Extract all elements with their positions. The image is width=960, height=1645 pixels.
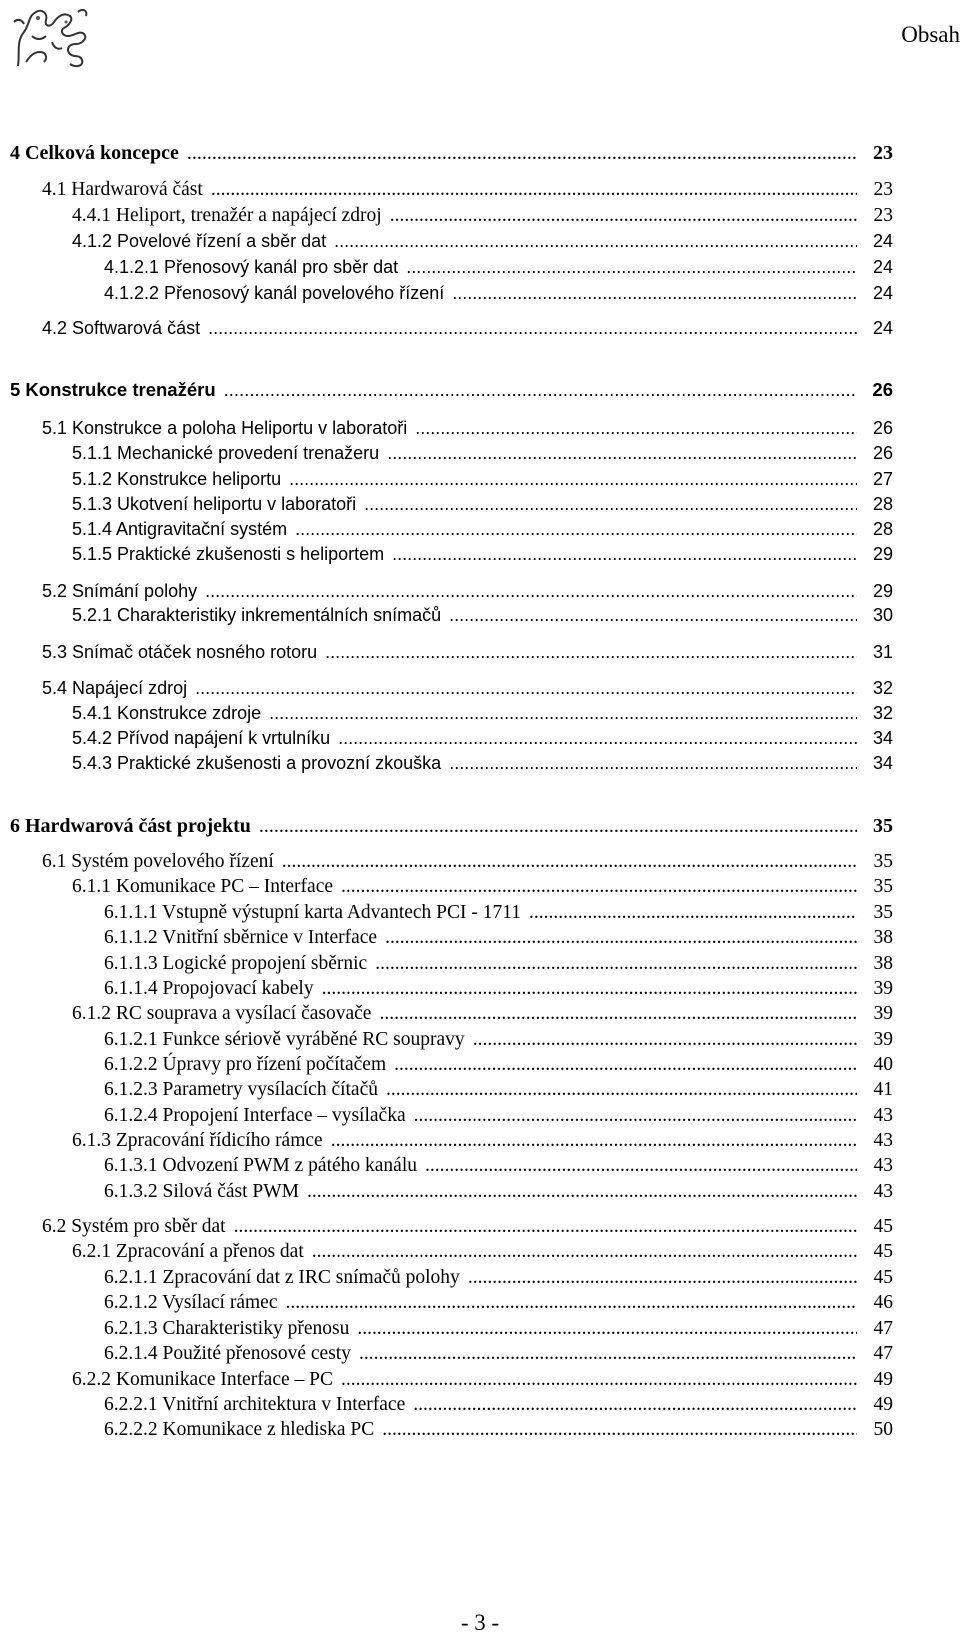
toc-entry[interactable] <box>42 1215 893 1239</box>
toc-leader-dots <box>224 378 857 402</box>
toc-entry-title: 6.2.2.2 Komunikace z hlediska PC <box>104 1419 375 1440</box>
toc-entry-title: 4.4.1 Heliport, trenažér a napájecí zdroj <box>72 205 382 226</box>
toc-entry-page: 35 <box>873 876 893 897</box>
toc-entry[interactable] <box>42 579 893 603</box>
toc-entry[interactable] <box>104 1317 893 1341</box>
toc-entry-page: 23 <box>873 142 893 164</box>
toc-entry-title: 6.2.1 Zpracování a přenos dat <box>72 1241 304 1262</box>
toc-leader-dots <box>394 1053 857 1077</box>
toc-entry-page: 35 <box>873 851 893 872</box>
toc-entry-page: 28 <box>872 519 893 539</box>
logo <box>8 2 94 74</box>
toc-entry-page: 32 <box>872 678 893 698</box>
toc-entry[interactable] <box>104 1393 893 1417</box>
toc-entry[interactable] <box>72 1129 893 1153</box>
toc-leader-dots <box>208 316 857 340</box>
toc-entry[interactable] <box>10 814 893 838</box>
toc-entry-page: 24 <box>872 283 893 303</box>
toc-leader-dots <box>379 1002 857 1026</box>
toc-entry[interactable] <box>72 1002 893 1026</box>
toc-entry-page: 38 <box>873 927 893 948</box>
toc-leader-dots <box>289 467 857 491</box>
toc-entry-title: 4.2 Softwarová část <box>42 318 201 338</box>
toc-entry-title: 6.1.3 Zpracování řídicího rámce <box>72 1130 323 1151</box>
toc-entry-title: 5.1.1 Mechanické provedení trenažeru <box>72 443 380 463</box>
toc-entry-page: 39 <box>873 1003 893 1024</box>
toc-entry-title: 6.1.2 RC souprava a vysílací časovače <box>72 1003 372 1024</box>
toc-leader-dots <box>282 850 857 874</box>
toc-entry-page: 40 <box>873 1054 893 1075</box>
toc-entry-title: 6.1.2.3 Parametry vysílacích čítačů <box>104 1079 378 1100</box>
page-number: - 3 - <box>460 1610 500 1635</box>
toc-entry-title: 5.2 Snímání polohy <box>42 581 198 601</box>
toc-entry-page: 47 <box>873 1318 893 1339</box>
toc-entry-title: 4.1.2.1 Přenosový kanál pro sběr dat <box>104 257 399 277</box>
toc-entry-page: 45 <box>873 1267 893 1288</box>
toc-leader-dots <box>211 178 857 202</box>
toc-entry[interactable] <box>104 901 893 925</box>
toc-leader-dots <box>269 701 857 725</box>
toc-leader-dots <box>322 977 857 1001</box>
toc-entry-title: 4.1.2.2 Přenosový kanál povelového řízení <box>104 283 445 303</box>
toc-entry-title: 6.1.2.2 Úpravy pro řízení počítačem <box>104 1054 387 1075</box>
toc-entry-page: 26 <box>872 443 893 463</box>
toc-leader-dots <box>325 640 857 664</box>
heraldic-lion-logo-icon <box>8 2 94 74</box>
toc-entry-page: 46 <box>873 1292 893 1313</box>
toc-entry[interactable] <box>42 640 893 664</box>
toc-leader-dots <box>205 579 857 603</box>
toc-entry[interactable] <box>72 204 893 228</box>
toc-leader-dots <box>234 1215 857 1239</box>
toc-entry-page: 29 <box>872 544 893 564</box>
toc-entry-page: 30 <box>872 605 893 625</box>
toc-entry[interactable] <box>72 701 893 725</box>
toc-leader-dots <box>195 676 857 700</box>
toc-entry[interactable] <box>42 676 893 700</box>
toc-entry-title: 6 Hardwarová část projektu <box>10 815 251 837</box>
toc-entry-title: 6.2.2.1 Vnitřní architektura v Interface <box>104 1394 406 1415</box>
toc-entry-page: 43 <box>873 1105 893 1126</box>
toc-entry-title: 4 Celková koncepce <box>10 142 179 164</box>
toc-entry-page: 39 <box>873 978 893 999</box>
toc-entry[interactable] <box>104 926 893 950</box>
toc-entry-page: 43 <box>873 1130 893 1151</box>
toc-entry-title: 5.4.3 Praktické zkušenosti a provozní zkouška <box>72 753 442 773</box>
toc-entry-page: 47 <box>873 1343 893 1364</box>
toc-entry-page: 38 <box>873 953 893 974</box>
toc-entry-title: 6.1.3.2 Silová část PWM <box>104 1181 299 1202</box>
toc-leader-dots <box>386 1078 857 1102</box>
toc-leader-dots <box>390 204 857 228</box>
toc-leader-dots <box>425 1154 857 1178</box>
toc-entry-page: 43 <box>873 1155 893 1176</box>
toc-entry-page: 49 <box>873 1369 893 1390</box>
toc-entry-title: 6.1.1.2 Vnitřní sběrnice v Interface <box>104 927 378 948</box>
toc-entry[interactable] <box>72 603 893 627</box>
toc-entry[interactable] <box>104 1418 893 1442</box>
toc-entry[interactable] <box>104 1104 893 1128</box>
toc-entry-title: 4.1 Hardwarová část <box>42 179 203 200</box>
toc-entry-page: 24 <box>872 231 893 251</box>
toc-entry-page: 32 <box>872 703 893 723</box>
toc-entry-title: 5.2.1 Charakteristiky inkrementálních snímačů <box>72 605 442 625</box>
toc-entry-title: 5.1.3 Ukotvení heliportu v laboratoři <box>72 494 357 514</box>
toc-leader-dots <box>385 926 857 950</box>
toc-entry[interactable] <box>72 467 893 491</box>
toc-leader-dots <box>307 1180 857 1204</box>
toc-entry[interactable] <box>104 1078 893 1102</box>
toc-entry[interactable] <box>42 316 893 340</box>
toc-leader-dots <box>449 603 857 627</box>
toc-entry[interactable] <box>104 1053 893 1077</box>
toc-entry[interactable] <box>72 492 893 516</box>
toc-entry-page: 50 <box>873 1419 893 1440</box>
toc-leader-dots <box>406 255 857 279</box>
toc-entry-page: 39 <box>873 1029 893 1050</box>
toc-entry-title: 6.1.2.4 Propojení Interface – vysílačka <box>104 1105 406 1126</box>
toc-leader-dots <box>415 416 857 440</box>
toc-entry-title: 5.1 Konstrukce a poloha Heliportu v laboratoři <box>42 418 408 438</box>
toc-entry[interactable] <box>72 441 893 465</box>
toc-leader-dots <box>338 726 857 750</box>
toc-entry-title: 6.1.2.1 Funkce sériově vyráběné RC soupravy <box>104 1029 465 1050</box>
toc-entry-page: 45 <box>873 1241 893 1262</box>
toc-leader-dots <box>331 1129 857 1153</box>
toc-entry-title: 6.1.1.1 Vstupně výstupní karta Advantech PCI - 1711 <box>104 902 522 923</box>
toc-entry[interactable] <box>72 875 893 899</box>
toc-entry[interactable] <box>104 1154 893 1178</box>
toc-leader-dots <box>468 1266 857 1290</box>
toc-leader-dots <box>187 141 857 165</box>
toc-leader-dots <box>473 1028 857 1052</box>
toc-entry[interactable] <box>104 1291 893 1315</box>
toc-entry[interactable] <box>104 281 893 305</box>
toc-entry[interactable] <box>104 255 893 279</box>
toc-entry[interactable] <box>72 726 893 750</box>
toc-entry-page: 28 <box>872 494 893 514</box>
toc-entry[interactable] <box>104 1028 893 1052</box>
toc-entry[interactable] <box>104 977 893 1001</box>
toc-leader-dots <box>414 1104 857 1128</box>
toc-entry-title: 6.2 Systém pro sběr dat <box>42 1216 226 1237</box>
toc-entry-page: 26 <box>872 379 893 400</box>
toc-entry[interactable] <box>42 178 893 202</box>
toc-entry[interactable] <box>104 1180 893 1204</box>
toc-entry-page: 34 <box>872 728 893 748</box>
toc-leader-dots <box>364 492 857 516</box>
toc-leader-dots <box>375 952 857 976</box>
toc-leader-dots <box>259 814 857 838</box>
toc-entry[interactable] <box>104 952 893 976</box>
toc-entry-page: 34 <box>872 753 893 773</box>
toc-entry-title: 6.1.1 Komunikace PC – Interface <box>72 876 334 897</box>
toc-entry-title: 6.1.1.3 Logické propojení sběrnic <box>104 953 368 974</box>
toc-leader-dots <box>312 1240 857 1264</box>
toc-entry-page: 45 <box>873 1216 893 1237</box>
toc-entry-title: 6.1.3.1 Odvození PWM z pátého kanálu <box>104 1155 418 1176</box>
toc-entry-title: 6.2.1.1 Zpracování dat z IRC snímačů polohy <box>104 1267 460 1288</box>
toc-entry[interactable] <box>10 378 893 402</box>
toc-entry-title: 6.2.1.4 Použité přenosové cesty <box>104 1343 351 1364</box>
toc-leader-dots <box>334 229 857 253</box>
toc-leader-dots <box>357 1317 857 1341</box>
toc-leader-dots <box>382 1418 857 1442</box>
toc-entry-title: 5 Konstrukce trenažéru <box>10 379 216 400</box>
toc-leader-dots <box>295 517 857 541</box>
toc-leader-dots <box>387 441 857 465</box>
toc-entry[interactable] <box>72 751 893 775</box>
toc-leader-dots <box>452 281 857 305</box>
toc-entry-title: 5.1.2 Konstrukce heliportu <box>72 469 282 489</box>
toc-entry[interactable] <box>104 1266 893 1290</box>
toc-entry[interactable] <box>104 1342 893 1366</box>
toc-leader-dots <box>529 901 857 925</box>
toc-entry-page: 26 <box>872 418 893 438</box>
toc-entry-title: 5.1.5 Praktické zkušenosti s heliportem <box>72 544 385 564</box>
toc-entry-page: 35 <box>873 815 893 837</box>
toc-entry-page: 49 <box>873 1394 893 1415</box>
toc-leader-dots <box>285 1291 857 1315</box>
toc-entry-title: 5.4.1 Konstrukce zdroje <box>72 703 262 723</box>
toc-entry[interactable] <box>72 229 893 253</box>
toc-entry-page: 43 <box>873 1181 893 1202</box>
toc-entry-title: 5.4 Napájecí zdroj <box>42 678 188 698</box>
toc-leader-dots <box>449 751 857 775</box>
toc-entry[interactable] <box>42 416 893 440</box>
toc-entry[interactable] <box>72 1368 893 1392</box>
toc-entry-title: 6.2.2 Komunikace Interface – PC <box>72 1369 334 1390</box>
toc-entry-page: 35 <box>873 902 893 923</box>
toc-leader-dots <box>359 1342 857 1366</box>
toc-entry-page: 24 <box>872 257 893 277</box>
toc-entry-page: 23 <box>873 179 893 200</box>
toc-entry-title: 6.1 Systém povelového řízení <box>42 851 274 872</box>
toc-entry-page: 31 <box>872 642 893 662</box>
toc-entry-page: 29 <box>872 581 893 601</box>
toc-entry[interactable] <box>10 141 893 165</box>
toc-leader-dots <box>413 1393 857 1417</box>
page-header-title: Obsah <box>901 22 960 47</box>
toc-entry[interactable] <box>72 1240 893 1264</box>
toc-leader-dots <box>341 875 857 899</box>
toc-entry-title: 5.1.4 Antigravitační systém <box>72 519 288 539</box>
toc-entry-title: 6.1.1.4 Propojovací kabely <box>104 978 314 999</box>
toc-entry-title: 5.4.2 Přívod napájení k vrtulníku <box>72 728 331 748</box>
toc-entry-title: 6.2.1.3 Charakteristiky přenosu <box>104 1318 350 1339</box>
toc-entry-title: 5.3 Snímač otáček nosného rotoru <box>42 642 318 662</box>
toc-leader-dots <box>392 542 857 566</box>
toc-entry-page: 23 <box>873 205 893 226</box>
toc-leader-dots <box>341 1368 857 1392</box>
toc-entry-title: 6.2.1.2 Vysílací rámec <box>104 1292 278 1313</box>
toc-entry[interactable] <box>72 542 893 566</box>
toc-entry-page: 41 <box>873 1079 893 1100</box>
toc-entry[interactable] <box>42 850 893 874</box>
toc-entry[interactable] <box>72 517 893 541</box>
toc-entry-title: 4.1.2 Povelové řízení a sběr dat <box>72 231 327 251</box>
toc-entry-page: 27 <box>872 469 893 489</box>
toc-entry-page: 24 <box>872 318 893 338</box>
